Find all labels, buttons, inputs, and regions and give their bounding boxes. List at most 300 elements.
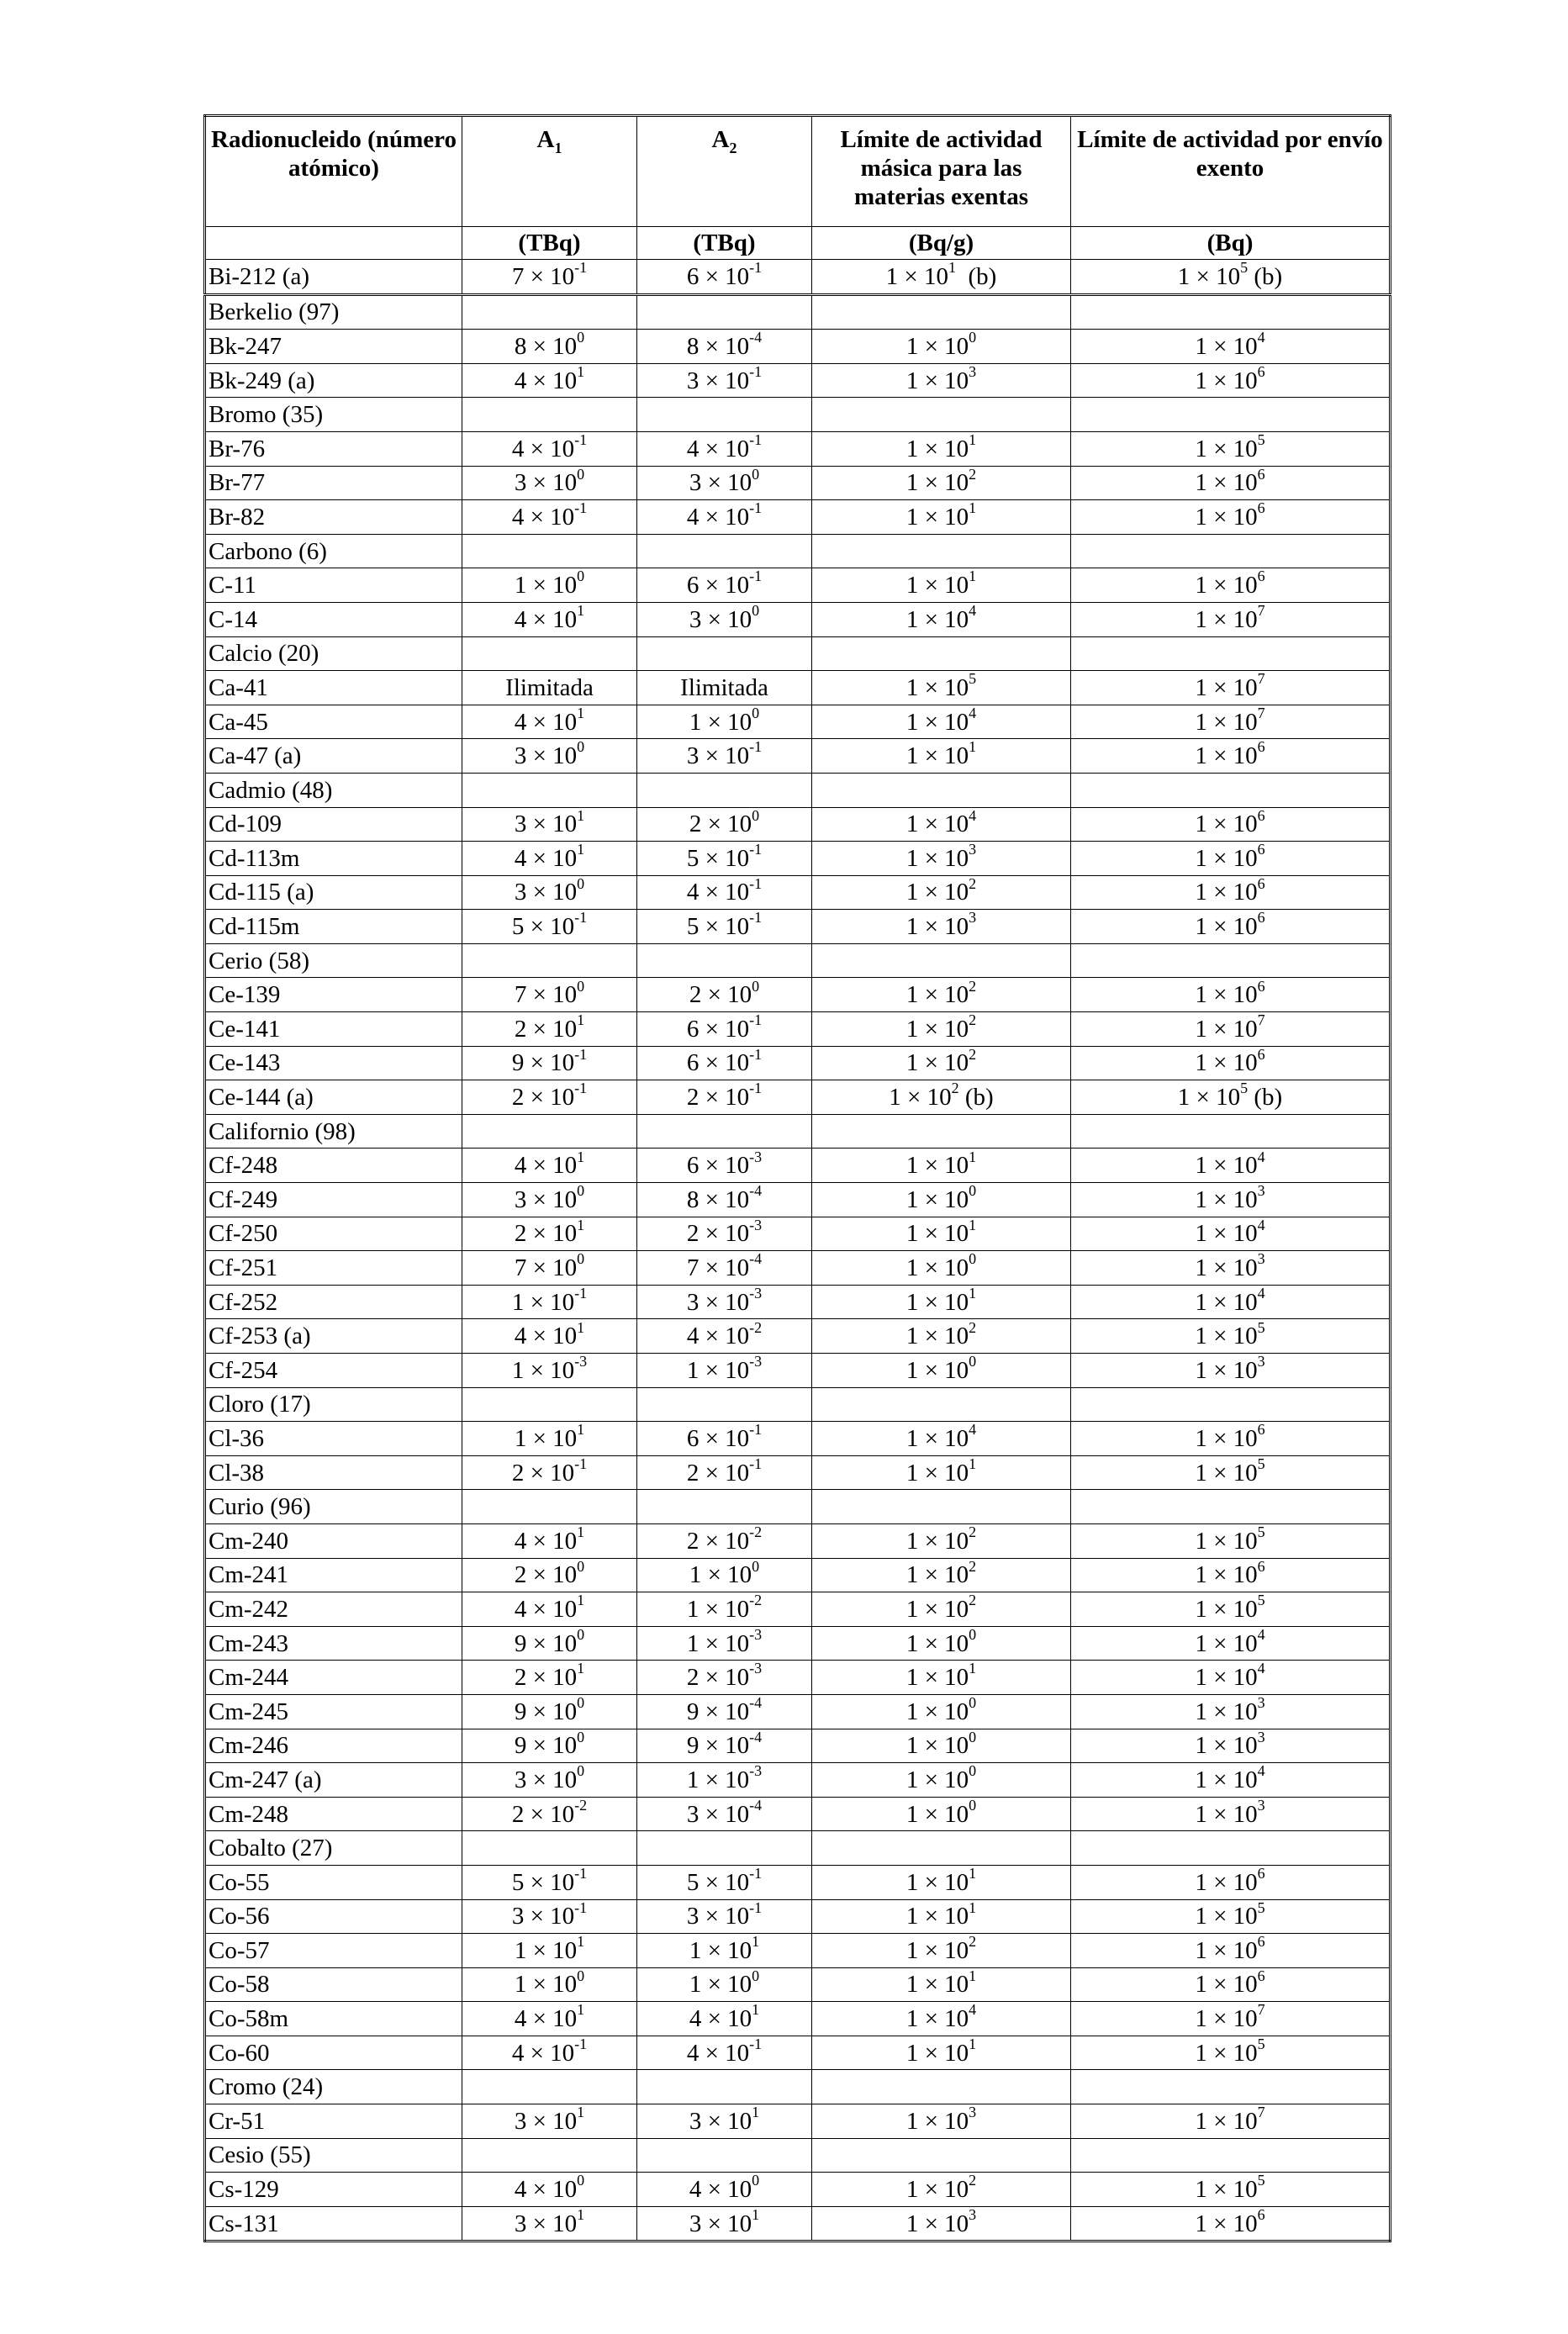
- mantissa: 1: [905, 572, 919, 599]
- exponent: 3: [969, 2206, 977, 2223]
- c-cell: [1071, 294, 1391, 330]
- exponent: 4: [969, 602, 977, 620]
- a1-cell: $9 \times 10^0$: [462, 1694, 637, 1729]
- a2-cell: $1 \times 10^{-2}$: [637, 1592, 812, 1627]
- exponent: 4: [969, 1421, 977, 1439]
- exponent: -3: [749, 1762, 763, 1780]
- a1-cell: $4 \times 10^1$: [462, 2002, 637, 2036]
- m-cell: $1 \times 10^1$: [812, 1149, 1071, 1183]
- mantissa: 4: [686, 503, 700, 531]
- mantissa: 1: [905, 1868, 919, 1896]
- exponent: -3: [749, 1148, 763, 1165]
- radionuclide-cell: C-11: [205, 568, 462, 603]
- m-cell: [812, 943, 1071, 978]
- table-row: [205, 1523, 1391, 1558]
- radionuclide-cell: Cerio (58): [205, 943, 462, 978]
- c-cell: [1071, 1490, 1391, 1524]
- table-body: [205, 260, 1391, 2242]
- table-row: [205, 568, 1391, 603]
- exponent: -1: [749, 499, 763, 517]
- radionuclide-cell: Cloro (17): [205, 1387, 462, 1422]
- a1-cell: $2 \times 10^{-1}$: [462, 1455, 637, 1490]
- exponent: 3: [1257, 1729, 1265, 1745]
- mantissa: 1: [1195, 1868, 1207, 1896]
- exponent: 6: [1257, 2206, 1265, 2223]
- mantissa: 4: [514, 2005, 527, 2033]
- mantissa: 1: [885, 262, 899, 290]
- radionuclide-cell: Cm-244: [205, 1661, 462, 1695]
- c-cell: $1 \times 10^4$: [1071, 1217, 1391, 1251]
- mantissa: 1: [1195, 435, 1207, 462]
- mantissa: 9: [514, 1629, 527, 1657]
- exponent: 0: [577, 329, 585, 346]
- c-cell: $1 \times 10^4$: [1071, 330, 1391, 364]
- mantissa: 1: [689, 1561, 702, 1589]
- mantissa: 1: [905, 1527, 919, 1555]
- mantissa: 1: [905, 367, 919, 394]
- mantissa: 9: [686, 1698, 700, 1725]
- c-cell: $1 \times 10^4$: [1071, 1285, 1391, 1319]
- mantissa: 1: [514, 1424, 527, 1452]
- c-cell: $1 \times 10^4$: [1071, 1149, 1391, 1183]
- radionuclide-cell: Cm-246: [205, 1729, 462, 1763]
- mantissa: 1: [1195, 708, 1207, 736]
- header-a2-letter: A: [711, 126, 730, 153]
- a2-cell: $5 \times 10^{-1}$: [637, 1865, 812, 1899]
- table-row: [205, 1865, 1391, 1899]
- exponent: -1: [574, 1899, 588, 1916]
- exponent: 4: [1257, 1762, 1265, 1780]
- mantissa: 1: [905, 1424, 919, 1452]
- table-row: [205, 1626, 1391, 1661]
- a2-cell: [637, 398, 812, 432]
- units-a1: (TBq): [462, 227, 637, 260]
- c-cell: $1 \times 10^3$: [1071, 1251, 1391, 1286]
- radionuclide-cell: C-14: [205, 602, 462, 636]
- c-cell: [1071, 1114, 1391, 1149]
- table-row: [205, 1797, 1391, 1831]
- radionuclide-cell: Ca-41: [205, 671, 462, 705]
- a1-cell: $4 \times 10^0$: [462, 2173, 637, 2207]
- radionuclide-cell: Cesio (55): [205, 2138, 462, 2173]
- mantissa: 6: [686, 1424, 700, 1452]
- exponent: 1: [969, 499, 977, 517]
- c-cell: $1 \times 10^5$ (b): [1071, 1080, 1391, 1115]
- mantissa: 1: [905, 1254, 919, 1282]
- element-group-row: [205, 773, 1391, 807]
- mantissa: 1: [1195, 1049, 1207, 1077]
- element-group-row: [205, 636, 1391, 671]
- header-a1-subscript: 1: [554, 139, 562, 156]
- m-cell: $1 \times 10^2$: [812, 1319, 1071, 1354]
- a2-cell: $1 \times 10^0$: [637, 1558, 812, 1592]
- c-cell: $1 \times 10^6$: [1071, 1422, 1391, 1456]
- a2-cell: $1 \times 10^1$: [637, 1934, 812, 1968]
- exponent: 0: [752, 1967, 760, 1984]
- exponent: 6: [1257, 1967, 1265, 1984]
- mantissa: 7: [511, 262, 525, 290]
- c-cell: [1071, 636, 1391, 671]
- exponent: 0: [752, 2172, 760, 2189]
- a1-cell: [462, 2138, 637, 2173]
- table-row: [205, 431, 1391, 466]
- a1-cell: $4 \times 10^{-1}$: [462, 431, 637, 466]
- mantissa: 6: [686, 1049, 700, 1077]
- mantissa: 3: [514, 1766, 527, 1793]
- exponent: 6: [1257, 568, 1265, 585]
- m-cell: $1 \times 10^4$: [812, 807, 1071, 842]
- exponent: 0: [752, 977, 760, 995]
- mantissa: 1: [905, 1732, 919, 1760]
- exponent: 2: [969, 977, 977, 995]
- m-cell: $1 \times 10^2$: [812, 875, 1071, 910]
- mantissa: 3: [686, 367, 700, 394]
- a1-cell: $2 \times 10^{-1}$: [462, 1080, 637, 1115]
- a2-cell: $1 \times 10^0$: [637, 705, 812, 739]
- a1-cell: $9 \times 10^0$: [462, 1626, 637, 1661]
- table-row: [205, 1046, 1391, 1080]
- mantissa: 1: [905, 1698, 919, 1725]
- mantissa: 4: [514, 1323, 527, 1350]
- table-row: [205, 602, 1391, 636]
- mantissa: 1: [1195, 1971, 1207, 1999]
- a1-cell: $1 \times 10^0$: [462, 568, 637, 603]
- c-cell: [1071, 2070, 1391, 2104]
- a1-cell: $1 \times 10^0$: [462, 1967, 637, 2002]
- mantissa: 1: [905, 332, 919, 360]
- exponent: -3: [749, 1217, 763, 1233]
- c-cell: $1 \times 10^3$: [1071, 1183, 1391, 1217]
- exponent: 1: [577, 1217, 585, 1233]
- mantissa: 2: [514, 1220, 527, 1248]
- mantissa: 3: [514, 469, 527, 497]
- exponent: 1: [752, 1933, 760, 1951]
- exponent: 6: [1257, 1046, 1265, 1063]
- mantissa: 1: [905, 811, 919, 838]
- mantissa: 4: [686, 879, 700, 906]
- radionuclide-cell: Bk-249 (a): [205, 363, 462, 398]
- mantissa: 4: [514, 708, 527, 736]
- exponent: -2: [749, 1318, 763, 1336]
- mantissa: 1: [905, 605, 919, 633]
- a1-cell: $2 \times 10^1$: [462, 1661, 637, 1695]
- exponent: -1: [574, 1080, 588, 1097]
- exponent: 3: [1257, 1797, 1265, 1814]
- m-cell: $1 \times 10^1$: [812, 500, 1071, 535]
- mantissa: 1: [1195, 1664, 1207, 1692]
- exponent: 0: [969, 1694, 977, 1712]
- mantissa: 1: [511, 1356, 525, 1384]
- a2-cell: [637, 1490, 812, 1524]
- mantissa: 5: [686, 844, 700, 872]
- mantissa: 1: [1195, 1698, 1207, 1725]
- a2-cell: $2 \times 10^{-3}$: [637, 1217, 812, 1251]
- mantissa: 1: [905, 879, 919, 906]
- mantissa: 1: [1195, 913, 1207, 941]
- exponent: -1: [749, 841, 763, 858]
- mantissa: 2: [686, 1527, 700, 1555]
- mantissa: 1: [905, 1664, 919, 1692]
- a2-cell: $1 \times 10^0$: [637, 1967, 812, 2002]
- mantissa: 1: [1195, 1015, 1207, 1043]
- mantissa: 1: [905, 1015, 919, 1043]
- a1-cell: [462, 1114, 637, 1149]
- a1-cell: [462, 294, 637, 330]
- a1-cell: [462, 943, 637, 978]
- exponent: 2: [969, 875, 977, 892]
- exponent: -4: [749, 1250, 763, 1268]
- radionuclide-cell: Cf-251: [205, 1251, 462, 1286]
- mantissa: 3: [514, 1185, 527, 1213]
- mantissa: 4: [514, 1152, 527, 1180]
- mantissa: 2: [689, 981, 702, 1009]
- exponent: -1: [574, 1046, 588, 1063]
- exponent: -1: [574, 1285, 588, 1302]
- exponent: 6: [1257, 807, 1265, 824]
- a1-cell: $3 \times 10^1$: [462, 807, 637, 842]
- exponent: 0: [969, 329, 977, 346]
- a1-cell: $1 \times 10^{-3}$: [462, 1354, 637, 1388]
- mantissa: 2: [514, 1561, 527, 1589]
- exponent: -3: [749, 1353, 763, 1370]
- c-cell: [1071, 398, 1391, 432]
- radionuclide-cell: Bk-247: [205, 330, 462, 364]
- table-row: [205, 330, 1391, 364]
- mantissa: 1: [905, 2176, 919, 2204]
- mantissa: 1: [905, 1903, 919, 1930]
- table-row: [205, 2036, 1391, 2070]
- mantissa: 4: [511, 435, 525, 462]
- m-cell: $1 \times 10^5$: [812, 671, 1071, 705]
- element-group-row: [205, 2138, 1391, 2173]
- mantissa: 1: [905, 2005, 919, 2033]
- exponent: -1: [749, 1899, 763, 1916]
- mantissa: 2: [686, 1220, 700, 1248]
- mantissa: 4: [514, 2176, 527, 2204]
- exponent: 0: [752, 807, 760, 824]
- mantissa: 3: [686, 1288, 700, 1316]
- m-cell: $1 \times 10^0$: [812, 1354, 1071, 1388]
- m-cell: $1 \times 10^2$: [812, 1523, 1071, 1558]
- a2-cell: $7 \times 10^{-4}$: [637, 1251, 812, 1286]
- m-cell: $1 \times 10^0$: [812, 1626, 1071, 1661]
- radionuclide-cell: Calcio (20): [205, 636, 462, 671]
- exponent: 4: [1257, 1217, 1265, 1233]
- mantissa: 2: [514, 1015, 527, 1043]
- mantissa: 4: [511, 2039, 525, 2067]
- exponent: -1: [749, 363, 763, 380]
- table-row: [205, 1080, 1391, 1115]
- m-cell: $1 \times 10^0$: [812, 1729, 1071, 1763]
- footnote-mark: (b): [1248, 262, 1283, 290]
- mantissa: 1: [905, 913, 919, 941]
- c-cell: $1 \times 10^6$: [1071, 568, 1391, 603]
- a1-cell: $4 \times 10^1$: [462, 1149, 637, 1183]
- a2-cell: $1 \times 10^{-3}$: [637, 1626, 812, 1661]
- m-cell: $1 \times 10^1$: [812, 739, 1071, 774]
- table-row: [205, 1899, 1391, 1934]
- radionuclide-cell: Cobalto (27): [205, 1831, 462, 1866]
- mantissa: 3: [689, 469, 702, 497]
- mantissa: 3: [514, 2210, 527, 2237]
- radionuclide-cell: Ce-139: [205, 978, 462, 1012]
- radionuclide-cell: Curio (96): [205, 1490, 462, 1524]
- exponent: 1: [969, 431, 977, 449]
- table-row: [205, 807, 1391, 842]
- mantissa: 1: [905, 1220, 919, 1248]
- mantissa: 3: [514, 811, 527, 838]
- element-group-row: [205, 1114, 1391, 1149]
- radionuclide-table: [203, 114, 1391, 2242]
- table-row: [205, 260, 1391, 295]
- radionuclide-cell: Cf-250: [205, 1217, 462, 1251]
- mantissa: 7: [514, 1254, 527, 1282]
- exponent: 0: [577, 1626, 585, 1643]
- exponent: -2: [574, 1797, 588, 1814]
- exponent: -3: [749, 1285, 763, 1302]
- exponent: -1: [574, 499, 588, 517]
- m-cell: [812, 398, 1071, 432]
- a1-cell: $3 \times 10^0$: [462, 1183, 637, 1217]
- c-cell: $1 \times 10^5$: [1071, 1592, 1391, 1627]
- mantissa: 1: [511, 1288, 525, 1316]
- exponent: 4: [1257, 329, 1265, 346]
- header-a1: [462, 116, 637, 227]
- exponent: 1: [577, 1933, 585, 1951]
- c-cell: $1 \times 10^6$: [1071, 1934, 1391, 1968]
- c-cell: $1 \times 10^3$: [1071, 1729, 1391, 1763]
- a2-cell: $6 \times 10^{-3}$: [637, 1149, 812, 1183]
- a2-cell: $9 \times 10^{-4}$: [637, 1694, 812, 1729]
- mantissa: 1: [905, 503, 919, 531]
- exponent: 6: [1257, 1933, 1265, 1951]
- radionuclide-cell: Cromo (24): [205, 2070, 462, 2104]
- mantissa: 1: [889, 1084, 901, 1112]
- exponent: 7: [1257, 1011, 1265, 1029]
- exponent: -1: [574, 1865, 588, 1883]
- exponent: 5: [1240, 259, 1249, 277]
- a2-cell: $4 \times 10^{-1}$: [637, 431, 812, 466]
- table-row: [205, 466, 1391, 500]
- a1-cell: $7 \times 10^{-1}$: [462, 260, 637, 295]
- radionuclide-cell: Cr-51: [205, 2104, 462, 2139]
- exponent: 5: [1257, 1455, 1265, 1472]
- m-cell: $1 \times 10^0$: [812, 1183, 1071, 1217]
- a1-cell: $3 \times 10^{-1}$: [462, 1899, 637, 1934]
- c-cell: $1 \times 10^7$: [1071, 671, 1391, 705]
- a2-cell: $2 \times 10^0$: [637, 807, 812, 842]
- exponent: 0: [577, 1762, 585, 1780]
- m-cell: $1 \times 10^0$: [812, 330, 1071, 364]
- mantissa: 4: [514, 367, 527, 394]
- a2-cell: [637, 2070, 812, 2104]
- mantissa: 2: [511, 1800, 525, 1828]
- exponent: 0: [969, 1626, 977, 1643]
- mantissa: 4: [686, 435, 700, 462]
- exponent: 1: [969, 1217, 977, 1233]
- exponent: -3: [749, 1626, 763, 1643]
- exponent: 1: [969, 1865, 977, 1883]
- exponent: 4: [1257, 1148, 1265, 1165]
- mantissa: 1: [1195, 1254, 1207, 1282]
- mantissa: 2: [686, 1459, 700, 1486]
- c-cell: [1071, 2138, 1391, 2173]
- a2-cell: [637, 1387, 812, 1422]
- m-cell: $1 \times 10^0$: [812, 1694, 1071, 1729]
- mantissa: 4: [511, 503, 525, 531]
- c-cell: $1 \times 10^6$: [1071, 1865, 1391, 1899]
- a2-cell: [637, 636, 812, 671]
- a1-cell: $3 \times 10^0$: [462, 466, 637, 500]
- mantissa: 1: [1195, 1527, 1207, 1555]
- mantissa: 1: [905, 844, 919, 872]
- mantissa: 1: [1195, 1732, 1207, 1760]
- mantissa: 3: [686, 1800, 700, 1828]
- element-group-row: [205, 294, 1391, 330]
- m-cell: $1 \times 10^1$: [812, 1967, 1071, 2002]
- c-cell: $1 \times 10^5$: [1071, 1455, 1391, 1490]
- a2-cell: $2 \times 10^{-1}$: [637, 1080, 812, 1115]
- mantissa: 9: [514, 1698, 527, 1725]
- a1-cell: $4 \times 10^{-1}$: [462, 2036, 637, 2070]
- exponent: 1: [577, 1660, 585, 1677]
- radionuclide-cell: Cd-109: [205, 807, 462, 842]
- mantissa: 1: [1195, 1629, 1207, 1657]
- a2-cell: $2 \times 10^{-1}$: [637, 1455, 812, 1490]
- mantissa: 1: [905, 1971, 919, 1999]
- m-cell: [812, 773, 1071, 807]
- a2-cell: [637, 1831, 812, 1866]
- mantissa: 8: [686, 332, 700, 360]
- mantissa: 1: [1195, 1424, 1207, 1452]
- exponent: 1: [577, 2001, 585, 2019]
- exponent: 3: [1257, 1694, 1265, 1712]
- a1-cell: $8 \times 10^0$: [462, 330, 637, 364]
- exponent: 6: [1257, 363, 1265, 380]
- mantissa: 1: [905, 1152, 919, 1180]
- m-cell: [812, 294, 1071, 330]
- mantissa: 1: [514, 572, 527, 599]
- c-cell: $1 \times 10^6$: [1071, 910, 1391, 944]
- c-cell: $1 \times 10^4$: [1071, 1661, 1391, 1695]
- radionuclide-cell: Cs-131: [205, 2206, 462, 2242]
- c-cell: $1 \times 10^7$: [1071, 1012, 1391, 1047]
- c-cell: $1 \times 10^3$: [1071, 1797, 1391, 1831]
- exponent: 4: [969, 807, 977, 824]
- exponent: 5: [1257, 1523, 1265, 1541]
- mantissa: 2: [511, 1459, 525, 1486]
- exponent: 1: [752, 2206, 760, 2223]
- c-cell: $1 \times 10^6$: [1071, 500, 1391, 535]
- c-cell: $1 \times 10^6$: [1071, 978, 1391, 1012]
- exponent: 0: [969, 1797, 977, 1814]
- header-mass-activity-limit: Límite de actividad másica para las materias exentas: [812, 116, 1071, 227]
- m-cell: $1 \times 10^2$: [812, 1012, 1071, 1047]
- exponent: -1: [749, 1080, 763, 1097]
- exponent: 2: [969, 1933, 977, 1951]
- m-cell: [812, 534, 1071, 568]
- a2-cell: $3 \times 10^{-1}$: [637, 363, 812, 398]
- c-cell: $1 \times 10^6$: [1071, 875, 1391, 910]
- exponent: -1: [749, 568, 763, 585]
- a2-cell: $1 \times 10^{-3}$: [637, 1354, 812, 1388]
- exponent: 1: [577, 807, 585, 824]
- table-row: [205, 875, 1391, 910]
- mantissa: 9: [514, 1732, 527, 1760]
- exponent: 5: [1257, 1318, 1265, 1336]
- exponent: 1: [577, 1148, 585, 1165]
- a2-cell: $4 \times 10^{-1}$: [637, 500, 812, 535]
